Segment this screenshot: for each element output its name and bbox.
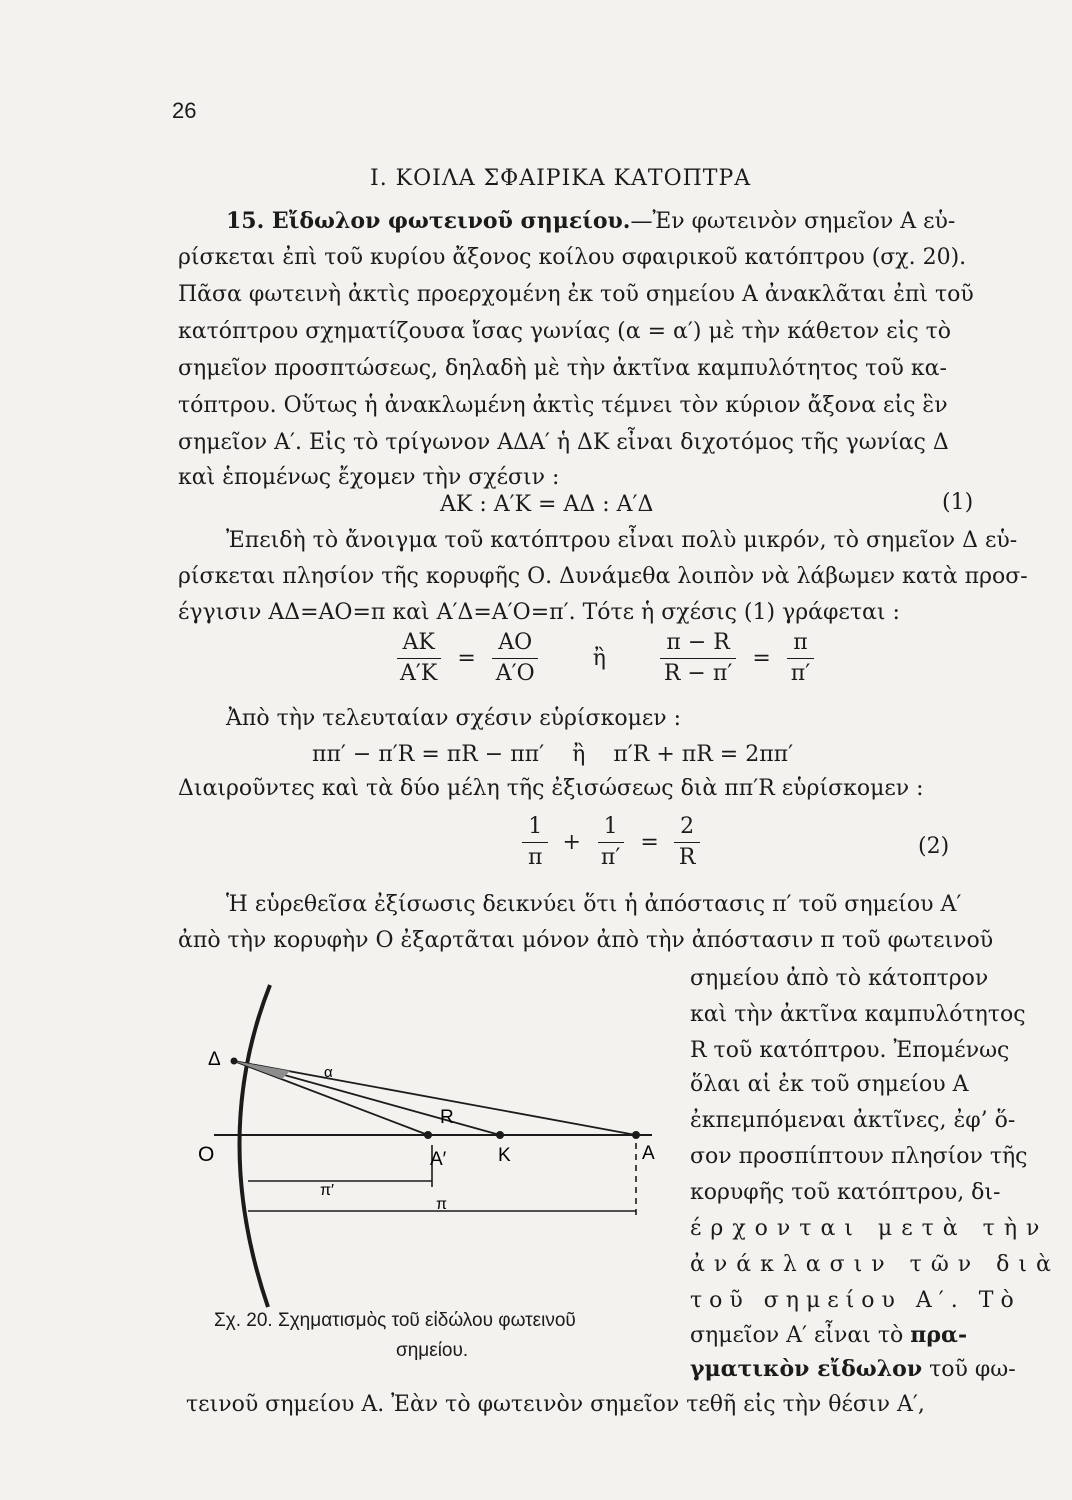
label-r: R bbox=[440, 1107, 454, 1128]
label-a-prime: Α′ bbox=[430, 1149, 447, 1170]
angle-hatch bbox=[234, 1061, 290, 1079]
equation-1: ΑΚ : Α′Κ = ΑΔ : Α′Δ bbox=[440, 492, 654, 517]
concave-mirror bbox=[239, 985, 270, 1307]
right-line-3: R τοῦ κατόπτρου. Ἐπομένως bbox=[690, 1038, 1010, 1063]
incident-ray bbox=[234, 1061, 636, 1135]
section-first-line bbox=[226, 208, 955, 234]
figure-caption-line-1: Σχ. 20. Σχηματισμὸς τοῦ εἰδώλου φωτεινοῦ bbox=[214, 1310, 576, 1331]
para5-line-0: Ἡ εὑρεθεῖσα ἐξίσωσις δεικνύει ὅτι ἡ ἀπόστασις π′ τοῦ σημείου Α′ bbox=[226, 892, 962, 917]
figure-20-diagram bbox=[190, 975, 660, 1320]
section-line-2: Πᾶσα φωτεινὴ ἀκτὶς προερχομένη ἐκ τοῦ σημείου Α ἀνακλᾶται ἐπὶ τοῦ bbox=[178, 282, 974, 307]
para5-line-1: ἀπὸ τὴν κορυφὴν Ο ἐξαρτᾶται μόνον ἀπὸ τὴν ἀπόστασιν π τοῦ φωτεινοῦ bbox=[178, 928, 994, 953]
label-delta: Δ bbox=[208, 1049, 221, 1070]
bold-term-end: γματικὸν εἴδωλον bbox=[690, 1356, 923, 1382]
last-line: τεινοῦ σημείου Α. Ἐὰν τὸ φωτεινὸν σημεῖον τεθῆ εἰς τὴν θέσιν Α′, bbox=[186, 1392, 925, 1417]
label-k: Κ bbox=[498, 1145, 511, 1166]
fraction-two-over-r: $\frac{2}{R}$ bbox=[673, 812, 702, 873]
label-alpha: α bbox=[324, 1064, 333, 1081]
right-line-9: ἀνάκλασιν τῶν διὰ bbox=[690, 1252, 1060, 1277]
right-line-7: κορυφῆς τοῦ κατόπτρου, δι- bbox=[690, 1180, 1001, 1205]
section-line-6: σημεῖον Α′. Εἰς τὸ τρίγωνον ΑΔΑ′ ἡ ΔΚ εἶναι διχοτόμος τῆς γωνίας Δ bbox=[178, 430, 949, 455]
right-line-12: γματικὸν εἴδωλον τοῦ φω- bbox=[690, 1356, 1016, 1382]
point-a bbox=[632, 1131, 640, 1139]
page-number: 26 bbox=[172, 98, 197, 123]
label-pi-prime: π′ bbox=[320, 1182, 335, 1199]
chapter-title: Ι. ΚΟΙΛΑ ΣΦΑΙΡΙΚΑ ΚΑΤΟΠΤΡΑ bbox=[370, 166, 752, 191]
section-line-1: ρίσκεται ἐπὶ τοῦ κυρίου ἄξονος κοίλου σφαιρικοῦ κατόπτρου (σχ. 20). bbox=[178, 245, 967, 270]
label-a: Α bbox=[642, 1143, 655, 1164]
right-line-1: σημείου ἀπὸ τὸ κάτοπτρον bbox=[690, 966, 989, 991]
right-line-6: σον προσπίπτουν πλησίον τῆς bbox=[690, 1144, 1028, 1169]
para4: Διαιροῦντες καὶ τὰ δύο μέλη τῆς ἐξισώσεως διὰ ππ′R εὑρίσκομεν : bbox=[178, 776, 924, 801]
right-line-11: σημεῖον Α′ εἶναι τὸ πρα- bbox=[690, 1322, 968, 1348]
section-line-4: σημεῖον προσπτώσεως, δηλαδὴ μὲ τὴν ἀκτῖνα καμπυλότητος τοῦ κα- bbox=[178, 356, 947, 381]
bold-term-start: πρα- bbox=[910, 1322, 968, 1348]
right-line-5: ἐκπεμπόμεναι ἀκτῖνες, ἐφ’ ὅ- bbox=[690, 1108, 1016, 1133]
fraction-pi-piprime: $\frac{\pi}{\pi'}$ bbox=[785, 628, 816, 689]
section-line-3: κατόπτρου σχηματίζουσα ἴσας γωνίας (α = α′) μὲ τὴν κάθετον εἰς τὸ bbox=[178, 319, 952, 344]
equation-3: ππ′ − π′R = πR − ππ′ ἢ π′R + πR = 2ππ′ bbox=[312, 742, 794, 767]
fraction-ak: $\frac{AK}{A'K}$ bbox=[394, 628, 443, 689]
fraction-ao: $\frac{AO}{A'O}$ bbox=[490, 628, 541, 689]
point-a-prime bbox=[424, 1131, 432, 1139]
section-line-7: καὶ ἑπομένως ἔχομεν τὴν σχέσιν : bbox=[178, 465, 560, 490]
para2-line-1: ρίσκεται πλησίον τῆς κορυφῆς Ο. Δυνάμεθα λοιπὸν νὰ λάβωμεν κατὰ προσ- bbox=[178, 564, 1028, 589]
equation-2: $\frac{1}{\pi}$ + $\frac{1}{\pi'}$ = $\frac{2}{R}$ bbox=[516, 812, 707, 873]
para3: Ἀπὸ τὴν τελευταίαν σχέσιν εὑρίσκομεν : bbox=[226, 706, 682, 731]
label-pi: π bbox=[436, 1196, 448, 1213]
right-line-2: καὶ τὴν ἀκτῖνα καμπυλότητος bbox=[690, 1002, 1026, 1027]
equation-1-number: (1) bbox=[942, 490, 974, 515]
figure-caption-line-2: σημείου. bbox=[396, 1340, 469, 1361]
equation-2-number: (2) bbox=[918, 834, 950, 859]
section-line-5: τόπτρου. Οὕτως ἡ ἀνακλωμένη ἀκτὶς τέμνει τὸν κύριον ἄξονα εἰς ἓν bbox=[178, 393, 948, 418]
fraction-one-over-piprime: $\frac{1}{\pi'}$ bbox=[595, 812, 626, 873]
label-o: Ο bbox=[198, 1143, 215, 1166]
point-k bbox=[496, 1131, 504, 1139]
right-line-10: τοῦ σημείου Α′. Τὸ bbox=[690, 1288, 1021, 1313]
right-line-8: έρχονται μετὰ τὴν bbox=[690, 1216, 1049, 1241]
fraction-equation: $\frac{AK}{A'K}$ = $\frac{AO}{A'O}$ ἢ $\frac{\pi - R}{R - \pi'}$ = $\frac{\pi}{\pi'}$ bbox=[388, 628, 822, 689]
section-title: 15. Εἴδωλον φωτεινοῦ σημείου. bbox=[226, 208, 631, 234]
para2-line-0: Ἐπειδὴ τὸ ἄνοιγμα τοῦ κατόπτρου εἶναι πολὺ μικρόν, τὸ σημεῖον Δ εὑ- bbox=[226, 528, 1018, 553]
para2-line-2: έγγισιν ΑΔ=ΑΟ=π καὶ Α′Δ=Α′Ο=π′. Τότε ἡ σχέσις (1) γράφεται : bbox=[178, 600, 900, 625]
section-line-0: —Ἐν φωτεινὸν σημεῖον Α εὑ- bbox=[630, 209, 956, 234]
right-line-4: ὅλαι αἱ ἐκ τοῦ σημείου Α bbox=[690, 1072, 969, 1097]
fraction-one-over-pi: $\frac{1}{\pi}$ bbox=[522, 812, 548, 873]
point-delta bbox=[231, 1058, 238, 1065]
fraction-pi-r: $\frac{\pi - R}{R - \pi'}$ bbox=[658, 628, 738, 689]
